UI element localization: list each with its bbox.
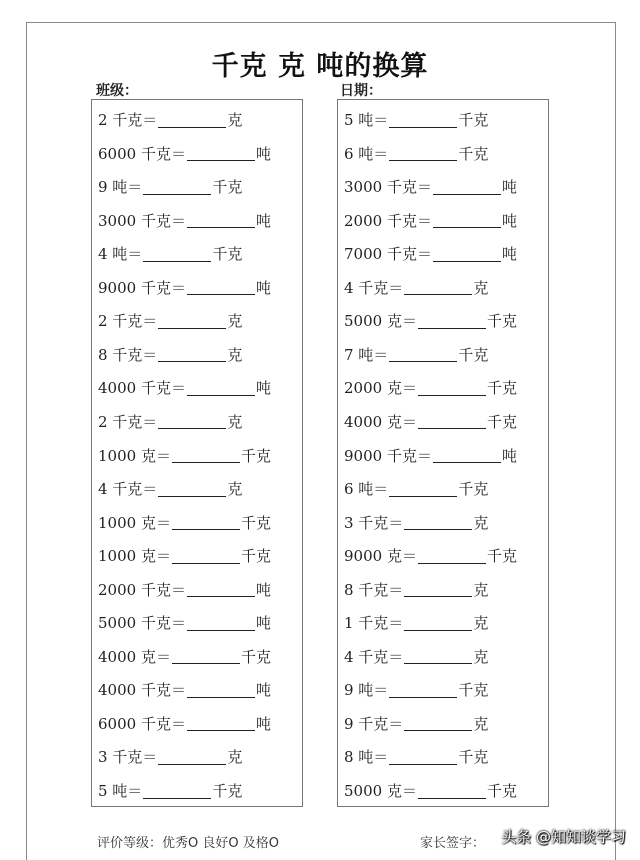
- exercise-unit: 吨: [255, 278, 271, 297]
- page-title: 千克 克 吨的换算: [211, 51, 429, 82]
- answer-blank[interactable]: [389, 146, 457, 161]
- exercise-question: 8 吨＝: [344, 748, 389, 767]
- exercise-row: [98, 511, 271, 535]
- answer-blank[interactable]: [389, 482, 457, 497]
- exercise-row: [344, 511, 488, 535]
- answer-blank[interactable]: [389, 750, 457, 765]
- exercise-question: 9 吨＝: [98, 178, 143, 197]
- answer-blank[interactable]: [418, 549, 486, 564]
- exercise-question: 2000 千克＝: [344, 211, 432, 230]
- exercise-row: [98, 376, 271, 400]
- answer-blank[interactable]: [143, 784, 211, 799]
- answer-blank[interactable]: [158, 314, 226, 329]
- answer-blank[interactable]: [172, 549, 240, 564]
- answer-blank[interactable]: [187, 683, 255, 698]
- answer-blank[interactable]: [404, 582, 472, 597]
- answer-blank[interactable]: [433, 247, 501, 262]
- left-exercise-column: [91, 99, 303, 807]
- exercise-question: 8 千克＝: [344, 580, 404, 599]
- exercise-question: 4 千克＝: [98, 480, 158, 499]
- answer-blank[interactable]: [187, 280, 255, 295]
- exercise-unit: 克: [227, 345, 243, 364]
- exercise-row: [344, 209, 517, 233]
- exercise-row: [98, 242, 242, 266]
- exercise-question: 8 千克＝: [98, 345, 158, 364]
- exercise-row: [98, 678, 271, 702]
- exercise-question: 7 吨＝: [344, 345, 389, 364]
- answer-blank[interactable]: [404, 716, 472, 731]
- exercise-row: [98, 276, 271, 300]
- exercise-question: 4 千克＝: [344, 278, 404, 297]
- answer-blank[interactable]: [389, 347, 457, 362]
- answer-blank[interactable]: [158, 414, 226, 429]
- answer-blank[interactable]: [389, 683, 457, 698]
- exercise-question: 1000 克＝: [98, 446, 171, 465]
- answer-blank[interactable]: [143, 180, 211, 195]
- exercise-row: [344, 276, 488, 300]
- exercise-unit: 千克: [458, 748, 489, 767]
- exercise-row: [98, 209, 271, 233]
- exercise-row: [344, 611, 488, 635]
- exercise-unit: 吨: [255, 580, 271, 599]
- answer-blank[interactable]: [143, 247, 211, 262]
- exercise-question: 2 千克＝: [98, 412, 158, 431]
- exercise-row: [98, 309, 242, 333]
- exercise-row: [344, 544, 517, 568]
- exercise-unit: 吨: [501, 178, 517, 197]
- answer-blank[interactable]: [433, 213, 501, 228]
- answer-blank[interactable]: [433, 448, 501, 463]
- exercise-unit: 千克: [212, 782, 243, 800]
- exercise-question: 5000 克＝: [344, 782, 417, 800]
- exercise-question: 2000 克＝: [344, 379, 417, 398]
- answer-blank[interactable]: [172, 649, 240, 664]
- answer-blank[interactable]: [433, 180, 501, 195]
- watermark-text: 头条 @知知谈学习: [501, 828, 626, 846]
- exercise-row: [344, 343, 488, 367]
- exercise-unit: 克: [227, 480, 243, 499]
- answer-blank[interactable]: [404, 616, 472, 631]
- exercise-question: 1000 克＝: [98, 513, 171, 532]
- exercise-unit: 克: [473, 278, 489, 297]
- answer-blank[interactable]: [418, 784, 486, 799]
- exercise-unit: 千克: [458, 480, 489, 499]
- exercise-question: 2 千克＝: [98, 111, 158, 129]
- exercise-question: 9000 千克＝: [344, 446, 432, 465]
- exercise-unit: 吨: [501, 446, 517, 465]
- answer-blank[interactable]: [187, 582, 255, 597]
- exercise-row: [98, 779, 242, 803]
- exercise-question: 4 吨＝: [98, 245, 143, 264]
- exercise-row: [98, 410, 242, 434]
- answer-blank[interactable]: [187, 146, 255, 161]
- answer-blank[interactable]: [187, 716, 255, 731]
- exercise-question: 3 千克＝: [98, 748, 158, 767]
- exercise-row: [98, 745, 242, 769]
- exercise-unit: 吨: [501, 245, 517, 264]
- answer-blank[interactable]: [158, 482, 226, 497]
- exercise-question: 4000 千克＝: [98, 379, 186, 398]
- exercise-row: [98, 142, 271, 166]
- exercise-unit: 千克: [486, 312, 517, 331]
- exercise-row: [98, 578, 271, 602]
- answer-blank[interactable]: [158, 750, 226, 765]
- exercise-row: [344, 309, 517, 333]
- exercise-question: 6 吨＝: [344, 144, 389, 163]
- exercise-row: [344, 242, 517, 266]
- exercise-unit: 千克: [212, 245, 243, 264]
- exercise-row: [344, 142, 488, 166]
- exercise-row: [98, 712, 271, 736]
- answer-blank[interactable]: [389, 113, 457, 128]
- exercise-row: [98, 444, 271, 468]
- date-label: 日期：: [340, 83, 382, 99]
- answer-blank[interactable]: [418, 381, 486, 396]
- answer-blank[interactable]: [418, 314, 486, 329]
- exercise-unit: 千克: [458, 111, 489, 129]
- exercise-row: [344, 779, 517, 803]
- exercise-unit: 千克: [240, 446, 271, 465]
- exercise-question: 9 吨＝: [344, 681, 389, 700]
- exercise-question: 3000 千克＝: [344, 178, 432, 197]
- exercise-unit: 吨: [255, 211, 271, 230]
- exercise-row: [98, 175, 242, 199]
- exercise-question: 2 千克＝: [98, 312, 158, 331]
- exercise-unit: 克: [473, 714, 489, 733]
- exercise-question: 4000 克＝: [344, 412, 417, 431]
- exercise-row: [344, 678, 488, 702]
- parent-signature-label: 家长签字：: [420, 836, 486, 851]
- exercise-row: [344, 410, 517, 434]
- exercise-unit: 吨: [255, 614, 271, 633]
- exercise-question: 9 千克＝: [344, 714, 404, 733]
- exercise-question: 5000 克＝: [344, 312, 417, 331]
- exercise-unit: 千克: [486, 412, 517, 431]
- exercise-unit: 千克: [458, 681, 489, 700]
- exercise-unit: 克: [473, 513, 489, 532]
- exercise-unit: 吨: [255, 714, 271, 733]
- exercise-unit: 千克: [240, 647, 271, 666]
- exercise-unit: 克: [473, 580, 489, 599]
- exercise-question: 1000 克＝: [98, 547, 171, 566]
- class-label: 班级：: [96, 83, 138, 99]
- exercise-row: [344, 175, 517, 199]
- exercise-question: 9000 千克＝: [98, 278, 186, 297]
- exercise-unit: 千克: [458, 345, 489, 364]
- exercise-unit: 千克: [486, 547, 517, 566]
- answer-blank[interactable]: [187, 381, 255, 396]
- exercise-question: 3000 千克＝: [98, 211, 186, 230]
- exercise-question: 6000 千克＝: [98, 144, 186, 163]
- exercise-row: [344, 745, 488, 769]
- exercise-unit: 千克: [240, 513, 271, 532]
- exercise-row: [98, 343, 242, 367]
- answer-blank[interactable]: [404, 280, 472, 295]
- exercise-question: 9000 克＝: [344, 547, 417, 566]
- exercise-row: [98, 477, 242, 501]
- exercise-question: 6000 千克＝: [98, 714, 186, 733]
- exercise-unit: 吨: [255, 379, 271, 398]
- exercise-unit: 千克: [486, 379, 517, 398]
- exercise-row: [98, 544, 271, 568]
- exercise-unit: 克: [227, 312, 243, 331]
- exercise-row: [344, 578, 488, 602]
- exercise-row: [344, 444, 517, 468]
- exercise-row: [344, 712, 488, 736]
- answer-blank[interactable]: [158, 113, 226, 128]
- exercise-row: [98, 645, 271, 669]
- exercise-unit: 千克: [458, 144, 489, 163]
- answer-blank[interactable]: [172, 448, 240, 463]
- exercise-unit: 千克: [240, 547, 271, 566]
- answer-blank[interactable]: [172, 515, 240, 530]
- exercise-row: [98, 611, 271, 635]
- exercise-unit: 吨: [501, 211, 517, 230]
- exercise-row: [344, 108, 488, 132]
- exercise-row: [344, 376, 517, 400]
- exercise-unit: 克: [227, 111, 243, 129]
- exercise-unit: 克: [473, 614, 489, 633]
- exercise-unit: 克: [473, 647, 489, 666]
- exercise-unit: 克: [227, 412, 243, 431]
- exercise-question: 1 千克＝: [344, 614, 404, 633]
- exercise-question: 3 千克＝: [344, 513, 404, 532]
- exercise-question: 5 吨＝: [344, 111, 389, 129]
- exercise-unit: 千克: [212, 178, 243, 197]
- exercise-unit: 千克: [486, 782, 517, 800]
- exercise-question: 4000 千克＝: [98, 681, 186, 700]
- exercise-question: 4 千克＝: [344, 647, 404, 666]
- evaluation-rating: 评价等级：优秀O 良好O 及格O: [97, 836, 279, 851]
- answer-blank[interactable]: [404, 515, 472, 530]
- exercise-row: [344, 645, 488, 669]
- exercise-question: 5000 千克＝: [98, 614, 186, 633]
- exercise-row: [98, 108, 242, 132]
- answer-blank[interactable]: [187, 616, 255, 631]
- exercise-unit: 吨: [255, 681, 271, 700]
- answer-blank[interactable]: [187, 213, 255, 228]
- exercise-question: 7000 千克＝: [344, 245, 432, 264]
- exercise-question: 6 吨＝: [344, 480, 389, 499]
- exercise-question: 2000 千克＝: [98, 580, 186, 599]
- exercise-row: [344, 477, 488, 501]
- answer-blank[interactable]: [418, 414, 486, 429]
- answer-blank[interactable]: [404, 649, 472, 664]
- answer-blank[interactable]: [158, 347, 226, 362]
- exercise-unit: 吨: [255, 144, 271, 163]
- exercise-question: 4000 克＝: [98, 647, 171, 666]
- exercise-question: 5 吨＝: [98, 782, 143, 800]
- right-exercise-column: [337, 99, 549, 807]
- exercise-unit: 克: [227, 748, 243, 767]
